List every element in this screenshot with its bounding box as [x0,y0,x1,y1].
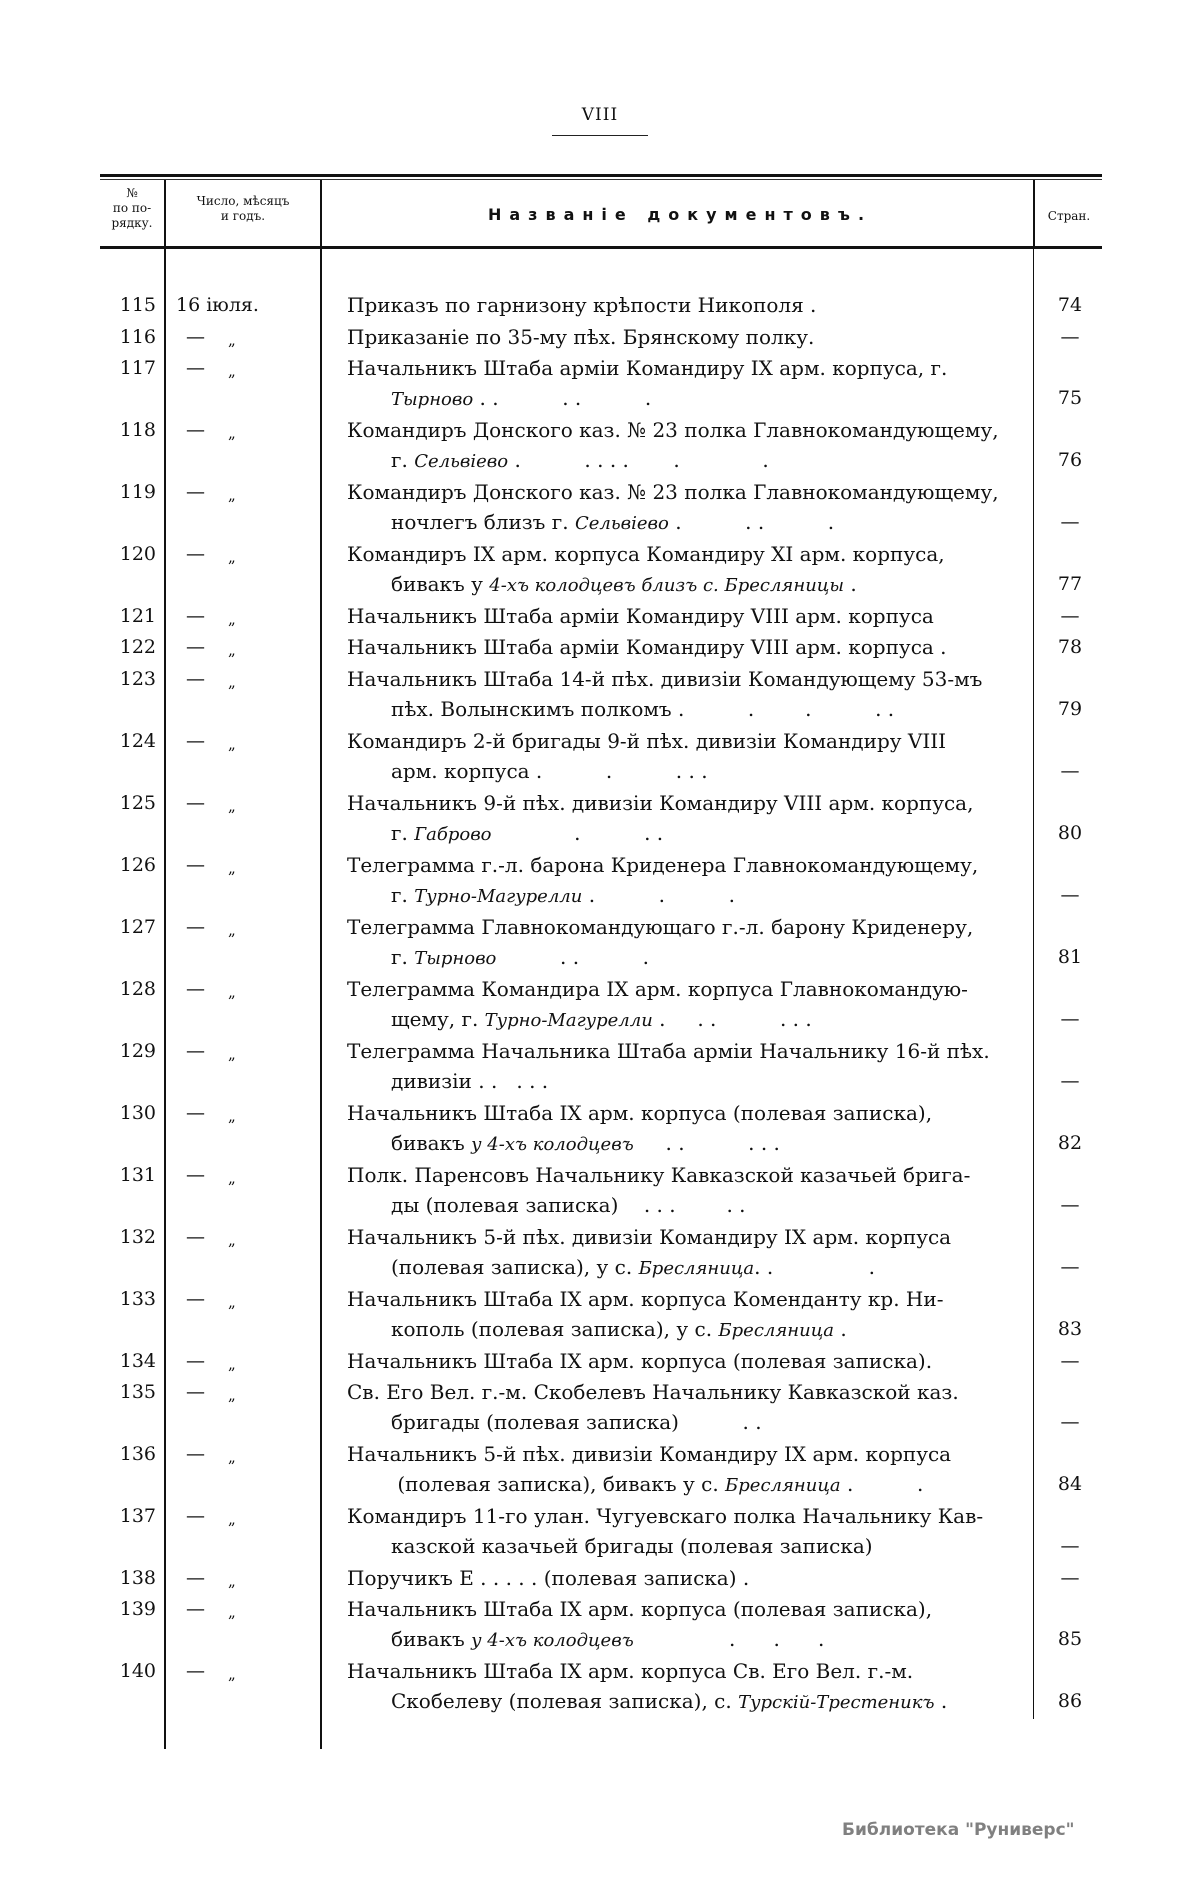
row-title [347,1439,1027,1501]
header-num-line: по по- [112,201,152,215]
row-title-line2-text: ночлегъ близъ г. [391,510,575,534]
row-date-dash: — [186,326,205,348]
row-title-line2 [347,1252,1027,1284]
table-top-rule [100,174,1102,177]
row-page: 79 [1057,698,1083,720]
row-title-place: Турно-Магурелли [484,1010,653,1031]
row-date-ditto: „ [228,1045,236,1063]
row-number: 120 [119,543,156,565]
row-number: 140 [119,1660,156,1682]
row-number: 131 [119,1164,156,1186]
row-number: 126 [119,854,156,876]
row-title [347,601,1027,631]
row-title [347,539,1027,601]
row-title [347,726,1027,788]
row-title [347,1377,1027,1439]
row-title-line2-text: г. [391,883,415,907]
row-title-line2 [347,756,1027,788]
row-title [347,322,1027,352]
row-title-line1: Полк. Паренсовъ Начальнику Кавказской казачьей брига- [347,1163,971,1187]
row-number: 116 [119,326,156,348]
row-title [347,1284,1027,1346]
row-title [347,1501,1027,1563]
row-date-ditto: „ [228,673,236,691]
row-title-line2 [347,942,1027,974]
row-number: 122 [119,636,156,658]
row-date-dash: — [186,543,205,565]
row-number: 121 [119,605,156,627]
row-number: 134 [119,1350,156,1372]
row-date-ditto: „ [228,1169,236,1187]
row-title-line2-text: (полевая записка), у с. [391,1255,639,1279]
row-date-ditto: „ [228,1107,236,1125]
row-title [347,912,1027,974]
row-title-line2-text: кополь (полевая записка), у с. [391,1317,719,1341]
row-date-ditto: „ [228,797,236,815]
row-date-ditto: „ [228,548,236,566]
row-title [347,974,1027,1036]
row-title-leader: . . . [491,821,664,845]
row-title-leader: . . . . [668,510,835,534]
row-title-line1: Начальникъ Штаба IX арм. корпуса (полевая записка), [347,1101,933,1125]
row-title-leader: . . [840,1472,924,1496]
row-title [347,1160,1027,1222]
row-title [347,1563,1027,1593]
row-number: 132 [119,1226,156,1248]
row-date-ditto: „ [228,641,236,659]
row-title-leader: . . . . . . [652,1007,812,1031]
row-title-line2 [347,880,1027,912]
row-page: — [1060,884,1080,906]
row-number: 138 [119,1567,156,1589]
row-title-line2-text: г. [391,448,415,472]
row-page: — [1060,1256,1080,1278]
row-title-place: Бресляница [638,1258,755,1279]
row-title [347,788,1027,850]
row-title-leader: . [834,1317,847,1341]
row-title-line1: Начальникъ 5-й пѣх. дивизіи Командиру IX арм. корпуса [347,1442,952,1466]
column-divider [1033,180,1035,246]
row-title-line1: Начальникъ Штаба арміи Командиру VIII арм. корпуса [347,604,934,628]
row-page: 80 [1057,822,1083,844]
row-page: — [1060,1535,1080,1557]
row-date-ditto: „ [228,735,236,753]
row-title-line2-text: дивизіи . . . . . [391,1069,549,1093]
row-title-line2-text: бивакъ у [391,572,490,596]
row-title-line2 [347,694,1027,726]
row-page: 81 [1057,946,1083,968]
row-title-line2-text: щему, г. [391,1007,485,1031]
row-number: 135 [119,1381,156,1403]
row-date-dash: — [186,730,205,752]
row-date-ditto: „ [228,1572,236,1590]
row-date-dash: — [186,636,205,658]
row-title-place: Турскій-Трестеникъ [738,1692,935,1713]
row-title-line2 [347,1407,1027,1439]
row-title [347,353,1027,415]
row-number: 125 [119,792,156,814]
row-title-line1: Командиръ IX арм. корпуса Командиру XI арм. корпуса, [347,542,945,566]
row-title-line2 [347,383,1027,415]
row-page: 76 [1057,449,1083,471]
row-title [347,850,1027,912]
row-page: 74 [1057,294,1083,316]
row-page: — [1060,1350,1080,1372]
row-date-dash: — [186,978,205,1000]
header-num-line: № [126,186,138,200]
watermark: Библиотека "Руниверс" [842,1820,1075,1840]
page-number: VIII [581,105,619,125]
header-num [100,186,164,231]
row-title-line1: Командиръ Донского каз. № 23 полка Главнокомандующему, [347,418,999,442]
row-page: — [1060,760,1080,782]
row-title-place: у 4-хъ колодцевъ [471,1134,634,1155]
row-title-leader: . . . [754,1255,875,1279]
row-title-line1: Телеграмма Главнокомандующаго г.-л. барону Криденеру, [347,915,974,939]
row-title-line1: Св. Его Вел. г.-м. Скобелевъ Начальнику Кавказской каз. [347,1380,959,1404]
row-date-ditto: „ [228,1231,236,1249]
row-title-line1: Начальникъ 9-й пѣх. дивизіи Командиру VIII арм. корпуса, [347,791,974,815]
column-divider [164,180,166,246]
table-top-rule-thin [100,179,1102,180]
row-date-ditto: „ [228,1603,236,1621]
row-date-ditto: „ [228,362,236,380]
row-number: 137 [119,1505,156,1527]
header-page: Стран. [1047,209,1091,223]
row-title-line2 [347,1128,1027,1160]
row-title-line2-text: пѣх. Волынскимъ полкомъ . . . . . [391,697,895,721]
row-page: 85 [1057,1628,1083,1650]
row-title-line1: Телеграмма Начальника Штаба арміи Начальнику 16-й пѣх. [347,1039,990,1063]
row-title-line2-text: г. [391,821,415,845]
row-date-dash: — [186,916,205,938]
row-page: 78 [1057,636,1083,658]
row-page: — [1060,1567,1080,1589]
row-date-dash: — [186,419,205,441]
row-title [347,290,1027,320]
row-date-dash: — [186,357,205,379]
row-number: 133 [119,1288,156,1310]
row-title-place: Габрово [414,824,492,845]
row-page: 83 [1057,1318,1083,1340]
row-page: 75 [1057,387,1083,409]
row-title-line2 [347,1190,1027,1222]
row-number: 129 [119,1040,156,1062]
row-title-leader: . . . . . [633,1131,780,1155]
row-number: 124 [119,730,156,752]
row-number: 128 [119,978,156,1000]
row-title [347,1594,1027,1656]
row-title-leader: . . . . . [473,386,652,410]
table-header-rule [100,246,1102,249]
row-title-line2 [347,507,1027,539]
row-number: 130 [119,1102,156,1124]
row-date-dash: — [186,668,205,690]
row-title [347,632,1027,662]
row-number: 127 [119,916,156,938]
row-title-line1: Поручикъ Е . . . . . (полевая записка) . [347,1566,750,1590]
row-date-dash: — [186,1350,205,1372]
row-title-line2-text: (полевая записка), бивакъ у с. [391,1472,726,1496]
row-title-line2-text: ды (полевая записка) . . . . . [391,1193,746,1217]
row-title-line2-text: арм. корпуса . . . . . [391,759,708,783]
row-title-line1: Командиръ Донского каз. № 23 полка Главнокомандующему, [347,480,999,504]
row-title-line2-text: г. [391,945,415,969]
column-divider [320,180,322,246]
row-title-leader: . . . . . . . [508,448,769,472]
row-title-line1: Начальникъ Штаба 14-й пѣх. дивизіи Командующему 53-мъ [347,667,983,691]
row-title-line2 [347,818,1027,850]
row-date-dash: — [186,1505,205,1527]
row-title-line2-text: Скобелеву (полевая записка), с. [391,1689,739,1713]
row-title-leader: . . . [496,945,649,969]
page-number-rule [552,135,648,136]
row-number: 119 [119,481,156,503]
row-title-place: у 4-хъ колодцевъ [471,1630,634,1651]
row-title-leader: . . . [582,883,735,907]
row-date-ditto: „ [228,983,236,1001]
row-title-line2 [347,1314,1027,1346]
row-title-leader: . [934,1689,948,1713]
column-divider [164,249,166,1749]
row-title-line1: Начальникъ Штаба арміи Командиру IX арм. корпуса, г. [347,356,948,380]
row-date-ditto: „ [228,1448,236,1466]
row-title-place: Бресляница [718,1320,835,1341]
row-title-place: 4-хъ колодцевъ близъ с. Бресляницы [489,575,845,596]
row-title-line1: Начальникъ Штаба IX арм. корпуса (полевая записка). [347,1349,933,1373]
row-title-line1: Начальникъ Штаба IX арм. корпуса Коменданту кр. Ни- [347,1287,944,1311]
row-title-line2 [347,1004,1027,1036]
row-title-line2-text: бригады (полевая записка) . . [391,1410,762,1434]
row-title-line2 [347,1066,1027,1098]
row-title-line1: Командиръ 11-го улан. Чугуевскаго полка Начальнику Кав- [347,1504,984,1528]
row-title-line2 [347,1624,1027,1656]
row-title-line2 [347,1531,1027,1563]
row-page: — [1060,1411,1080,1433]
row-title-line1: Приказъ по гарнизону крѣпости Никополя . [347,293,817,317]
row-date-ditto: „ [228,331,236,349]
row-date-dash: — [186,1164,205,1186]
row-title-line1: Приказаніе по 35-му пѣх. Брянскому полку. [347,325,815,349]
row-title [347,1036,1027,1098]
header-title: Названіе документовъ. [487,205,873,224]
row-title-line1: Командиръ 2-й бригады 9-й пѣх. дивизіи Командиру VIII [347,729,947,753]
row-date-dash: — [186,1288,205,1310]
row-title [347,477,1027,539]
row-date-ditto: „ [228,1293,236,1311]
row-title-line1: Телеграмма г.-л. барона Криденера Главнокомандующему, [347,853,979,877]
row-title-place: Сельвіево [414,451,509,472]
row-title-place: Сельвіево [574,513,669,534]
row-number: 136 [119,1443,156,1465]
row-title-line2-text: бивакъ [391,1627,472,1651]
row-title-line1: Начальникъ Штаба IX арм. корпуса (полевая записка), [347,1597,933,1621]
row-date-dash: — [186,1660,205,1682]
row-title-place: Турно-Магурелли [414,886,583,907]
header-date-line: Число, мѣсяцъ [196,194,290,208]
row-date-dash: — [186,1226,205,1248]
row-date-ditto: „ [228,610,236,628]
row-page: 84 [1057,1473,1083,1495]
row-title-line2 [347,1686,1027,1718]
row-date-dash: — [186,1102,205,1124]
row-date-dash: — [186,605,205,627]
row-title-line2 [347,569,1027,601]
row-title-line2 [347,1469,1027,1501]
header-date-line: и годъ. [220,209,266,223]
row-title-line1: Телеграмма Командира IX арм. корпуса Главнокомандую- [347,977,968,1001]
row-number: 123 [119,668,156,690]
row-page: 86 [1057,1690,1083,1712]
row-date-ditto: „ [228,921,236,939]
row-title-line1: Начальникъ Штаба IX арм. корпуса Св. Его Вел. г.-м. [347,1659,914,1683]
row-date-ditto: „ [228,1665,236,1683]
row-date: 16 іюля. [176,294,259,316]
row-title-place: Тырново [391,389,474,410]
row-number: 118 [119,419,156,441]
row-page: 77 [1057,573,1083,595]
row-date-dash: — [186,1381,205,1403]
row-number: 117 [119,357,156,379]
row-title-place: Тырново [414,948,497,969]
row-title [347,1098,1027,1160]
row-title [347,415,1027,477]
row-title [347,1656,1027,1718]
row-date-ditto: „ [228,486,236,504]
row-page: — [1060,1008,1080,1030]
row-title-leader: . [844,572,857,596]
row-title [347,1346,1027,1376]
row-page: 82 [1057,1132,1083,1154]
row-title-line2-text: бивакъ [391,1131,472,1155]
row-title [347,1222,1027,1284]
row-title [347,664,1027,726]
column-divider [320,249,322,1749]
row-title-leader: . . . [633,1627,825,1651]
row-title-line1: Начальникъ 5-й пѣх. дивизіи Командиру IX арм. корпуса [347,1225,952,1249]
row-title-line2 [347,445,1027,477]
row-page: — [1060,605,1080,627]
row-date-dash: — [186,792,205,814]
column-divider [1033,249,1034,1719]
row-date-dash: — [186,1598,205,1620]
row-number: 115 [119,294,156,316]
row-date-dash: — [186,481,205,503]
row-page: — [1060,1194,1080,1216]
row-number: 139 [119,1598,156,1620]
row-title-line2-text: казской казачьей бригады (полевая записка) [391,1534,873,1558]
row-page: — [1060,326,1080,348]
header-date [166,194,320,224]
row-page: — [1060,511,1080,533]
row-date-ditto: „ [228,424,236,442]
row-date-dash: — [186,1040,205,1062]
header-num-line: рядку. [111,216,153,230]
row-date-dash: — [186,1443,205,1465]
row-date-ditto: „ [228,1355,236,1373]
row-date-dash: — [186,1567,205,1589]
row-date-ditto: „ [228,859,236,877]
row-page: — [1060,1070,1080,1092]
row-title-line1: Начальникъ Штаба арміи Командиру VIII арм. корпуса . [347,635,947,659]
row-date-ditto: „ [228,1510,236,1528]
row-date-ditto: „ [228,1386,236,1404]
row-title-place: Бресляница [725,1475,841,1496]
row-date-dash: — [186,854,205,876]
